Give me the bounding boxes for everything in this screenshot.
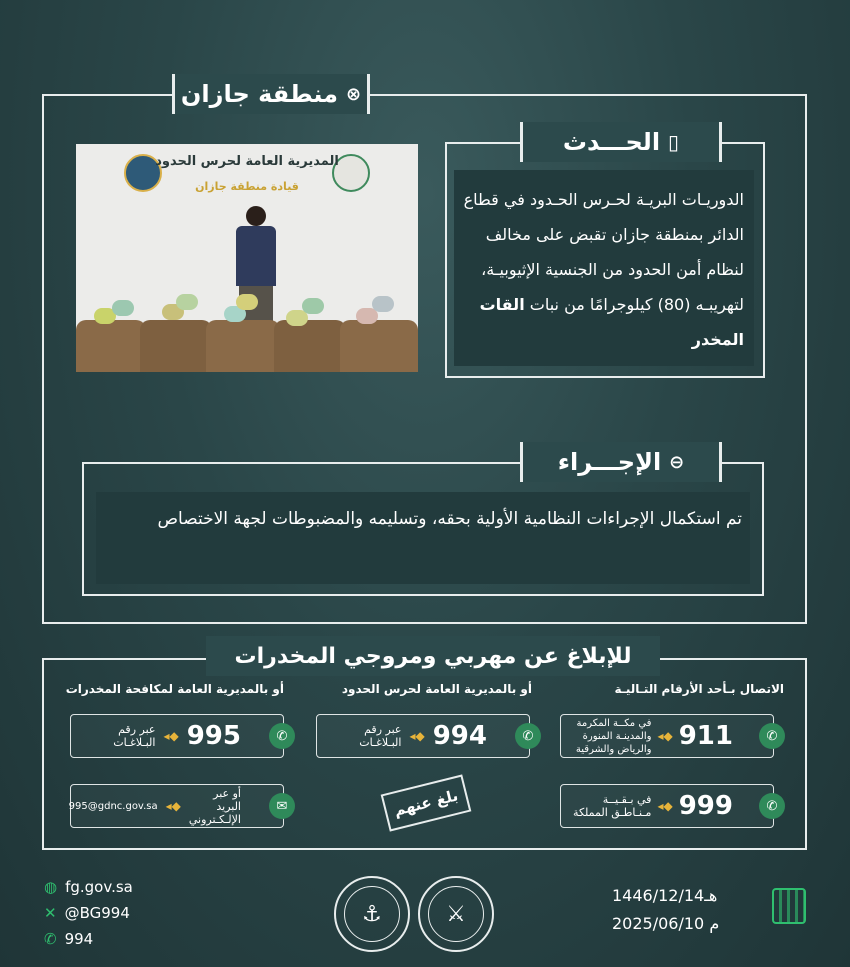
phone-icon: ✆: [759, 723, 785, 749]
event-text: الدوريـات البريـة لحـرس الحـدود في قطاع الدائر بمنطقة جازان تقبض على مخالف لنظام أمن الحدود من الجنسية الإثيوبيـة، لتهريبـه (80) كيلوجرامًا من نبات: [463, 190, 744, 314]
email-address[interactable]: 995@gdnc.gov.sa: [68, 800, 158, 812]
hotline-911[interactable]: [560, 714, 778, 758]
email-label: أو عبر البريد الإلـكـتروني: [188, 786, 241, 826]
region-tab: [172, 74, 370, 114]
hotline-995[interactable]: [70, 714, 288, 758]
photo-header: المديرية العامة لحرس الحدود: [155, 154, 339, 169]
hotline-999-label: في بـقـيــة مـنـاطـق المملكة: [573, 793, 652, 819]
chevron-left-icon: ◂◆: [165, 799, 181, 813]
website-text: fg.gov.sa: [65, 878, 133, 896]
chevron-left-icon: ◂◆: [657, 729, 673, 743]
report-tab: [206, 636, 660, 676]
chevron-left-icon: ◂◆: [163, 729, 179, 743]
phone-icon: ✆: [515, 723, 541, 749]
action-body: [96, 492, 750, 584]
hotline-995-number: 995: [186, 721, 241, 751]
narcotics-control-emblem: ⚓: [334, 876, 410, 952]
footer-phone[interactable]: [44, 930, 93, 948]
action-tab: [520, 442, 722, 482]
date-hijri: 1446/12/14هـ: [612, 886, 718, 905]
email-icon: ✉: [269, 793, 295, 819]
phone-icon: ✆: [269, 723, 295, 749]
hotline-995-label: عبر رقم البـلاغـات: [113, 723, 156, 749]
event-highlight: القات المخدر: [479, 295, 744, 349]
siren-icon: ⊖: [669, 451, 685, 473]
action-text: تم استكمال الإجراءات النظامية الأولية بحقه، وتسليمه والمضبوطات لجهة الاختصاص: [157, 509, 742, 529]
hotline-994-label: عبر رقم البـلاغـات: [359, 723, 402, 749]
phone-text: 994: [64, 930, 94, 948]
event-body: [454, 170, 754, 366]
twitter-text: @BG994: [64, 904, 130, 922]
col1-header: الاتصال بـأحد الأرقام التـاليـة: [614, 682, 784, 696]
x-logo-icon: ✕: [44, 904, 57, 922]
seizure-photo: [76, 144, 418, 372]
hotline-999-number: 999: [678, 791, 733, 821]
phone-icon: ✆: [759, 793, 785, 819]
hotline-994-number: 994: [432, 721, 487, 751]
globe-icon: ◍: [44, 878, 58, 896]
col3-header: أو بالمديرية العامة لمكافحة المخدرات: [65, 682, 284, 696]
search-region-icon: ⊗: [345, 83, 362, 105]
chevron-left-icon: ◂◆: [657, 799, 673, 813]
action-title: الإجـــراء: [557, 448, 662, 476]
region-title: منطقة جازان: [180, 80, 338, 108]
hotline-911-label: في مكــة المكرمة والمدينـة المنورة والرياض والشرقية: [575, 717, 652, 755]
report-title: للإبلاغ عن مهربي ومروجي المخدرات: [234, 643, 632, 669]
event-title: الحـــدث: [562, 128, 661, 156]
phone-icon: ✆: [44, 930, 57, 948]
hotline-911-number: 911: [678, 721, 733, 751]
calendar-icon: [772, 888, 806, 924]
chevron-left-icon: ◂◆: [409, 729, 425, 743]
email-contact[interactable]: [68, 784, 288, 828]
report-stamp-text: بلغ عنهم: [392, 786, 460, 820]
photo-subheader: قيادة منطقة جازان: [195, 180, 299, 193]
border-guard-logo: ⚔: [418, 876, 494, 952]
footer-website[interactable]: [44, 878, 133, 896]
col2-header: أو بالمديرية العامة لحرس الحدود: [341, 682, 532, 696]
footer-twitter[interactable]: [44, 904, 130, 922]
event-tab: [520, 122, 722, 162]
radio-device-icon: ▯: [668, 130, 680, 154]
date-greg: 2025/06/10 م: [612, 914, 720, 933]
hotline-999[interactable]: [560, 784, 778, 828]
hotline-994[interactable]: [316, 714, 534, 758]
